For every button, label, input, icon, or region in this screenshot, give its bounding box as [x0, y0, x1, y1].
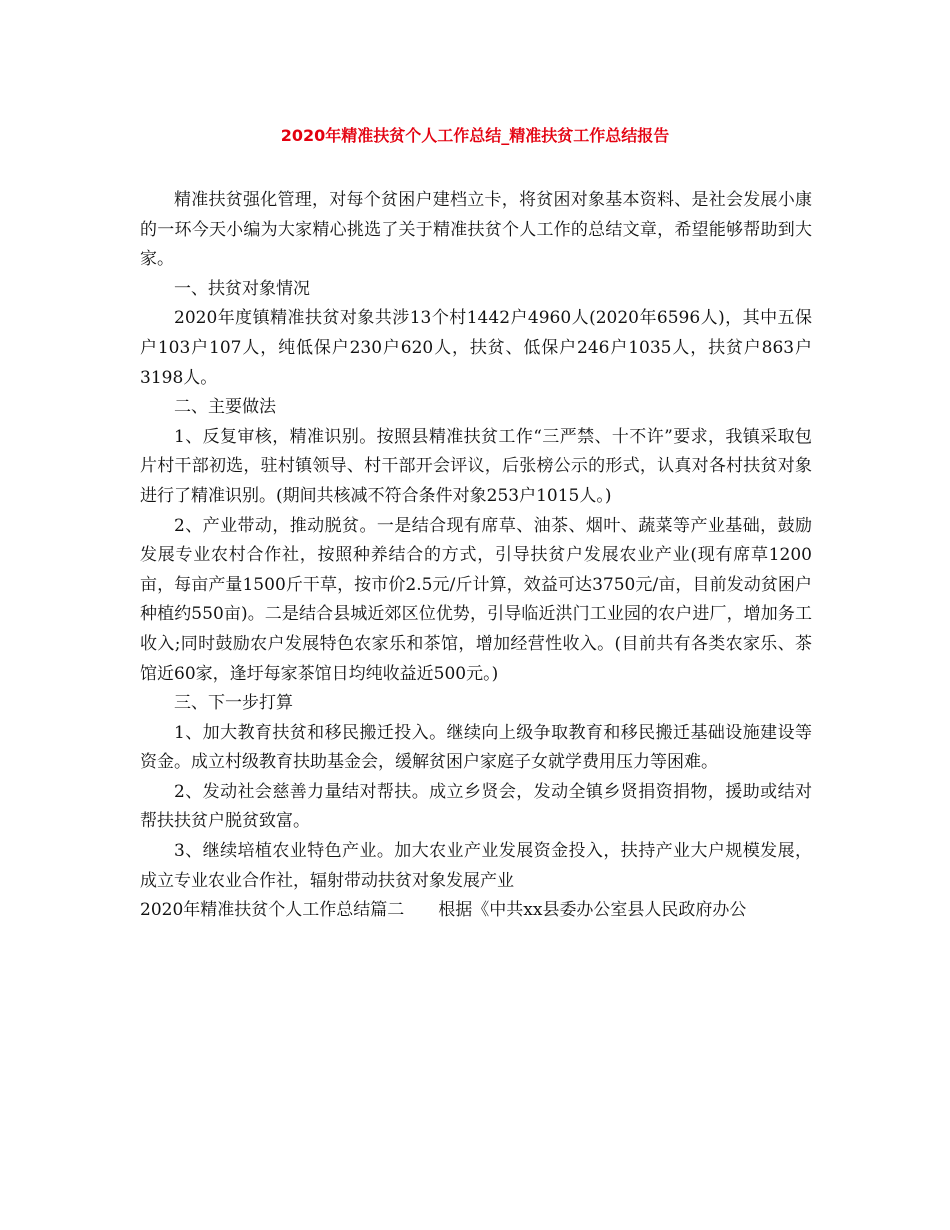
heading-section-2: 二、主要做法	[174, 397, 276, 418]
paragraph-statistics: 2020年度镇精准扶贫对象共涉13个村1442户4960人(2020年6596人)，其中五保户103户107人，纯低保户230户620人，扶贫、低保户246户1035人，扶贫户863户3198人。	[140, 308, 812, 388]
paragraph-method-2: 2、产业带动，推动脱贫。一是结合现有席草、油茶、烟叶、蔬菜等产业基础，鼓励发展专业农村合作社，按照种养结合的方式，引导扶贫户发展农业产业(现有席草1200亩，每亩产量1500斤干草，按市价2.5元/斤计算，效益可达3750元/亩，目前发动贫困户种植约550亩)。二是结合县城近郊区位优势，引导临近洪门工业园的农户进厂，增加务工收入;同时鼓励农户发展特色农家乐和茶馆，增加经营性收入。(目前共有各类农家乐、茶馆近60家，逢圩每家茶馆日均纯收益近500元。)	[140, 515, 812, 684]
paragraph-plan-2: 2、发动社会慈善力量结对帮扶。成立乡贤会，发动全镇乡贤捐资捐物，援助或结对帮扶扶贫户脱贫致富。	[140, 781, 812, 832]
heading-section-1: 一、扶贫对象情况	[174, 278, 310, 299]
paragraph-intro: 精准扶贫强化管理，对每个贫困户建档立卡，将贫困对象基本资料、是社会发展小康的一环今天小编为大家精心挑选了关于精准扶贫个人工作的总结文章，希望能够帮助到大家。	[140, 190, 812, 270]
paragraph-plan-3: 3、继续培植农业特色产业。加大农业产业发展资金投入，扶持产业大户规模发展，成立专业农业合作社，辐射带动扶贫对象发展产业	[140, 841, 812, 891]
document-title: 2020年精准扶贫个人工作总结_精准扶贫工作总结报告	[280, 126, 670, 145]
document-body	[140, 186, 812, 926]
paragraph-continuation: 2020年精准扶贫个人工作总结篇二 根据《中共xx县委办公室县人民政府办公	[140, 900, 747, 921]
paragraph-plan-1: 1、加大教育扶贫和移民搬迁投入。继续向上级争取教育和移民搬迁基础设施建设等资金。成立村级教育扶助基金会，缓解贫困户家庭子女就学费用压力等困难。	[140, 722, 812, 773]
paragraph-method-1: 1、反复审核，精准识别。按照县精准扶贫工作“三严禁、十不许”要求，我镇采取包片村干部初选，驻村镇领导、村干部开会评议，后张榜公示的形式，认真对各村扶贫对象进行了精准识别。(期间共核减不符合条件对象253户1015人。)	[140, 426, 812, 506]
heading-section-3: 三、下一步打算	[174, 693, 293, 714]
